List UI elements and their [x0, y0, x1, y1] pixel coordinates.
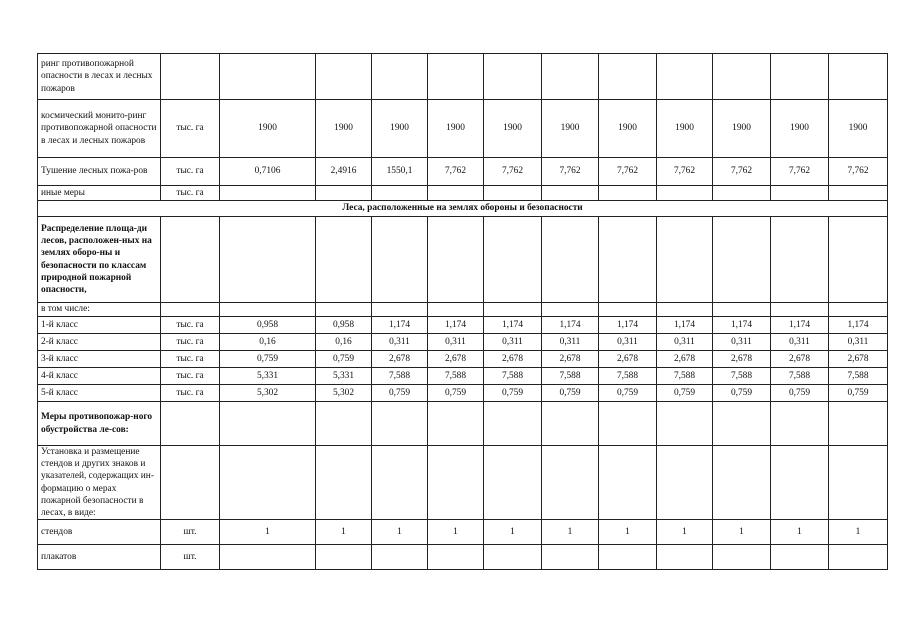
value-cell: 0,759 [542, 385, 599, 402]
value-cell [428, 303, 484, 317]
value-cell [372, 545, 428, 570]
value-cell [542, 446, 599, 520]
unit-cell: тыс. га [161, 385, 220, 402]
value-cell [542, 54, 599, 100]
value-cell [713, 545, 771, 570]
value-cell: 1 [372, 520, 428, 545]
value-cell: 1,174 [713, 317, 771, 334]
value-cell: 7,588 [484, 368, 542, 385]
value-cell: 0,16 [220, 334, 316, 351]
table-row [38, 385, 888, 402]
value-cell: 7,588 [771, 368, 829, 385]
value-cell [713, 446, 771, 520]
value-cell [316, 303, 372, 317]
value-cell: 2,678 [771, 351, 829, 368]
value-cell [829, 54, 888, 100]
value-cell: 1 [220, 520, 316, 545]
value-cell: 5,331 [220, 368, 316, 385]
value-cell: 1550,1 [372, 158, 428, 186]
table-row [38, 446, 888, 520]
value-cell: 0,759 [829, 385, 888, 402]
value-cell [372, 54, 428, 100]
value-cell: 1,174 [428, 317, 484, 334]
value-cell [484, 545, 542, 570]
value-cell [599, 186, 657, 201]
value-cell: 2,678 [428, 351, 484, 368]
value-cell: 1 [542, 520, 599, 545]
value-cell: 0,759 [428, 385, 484, 402]
value-cell [829, 186, 888, 201]
row-label: Тушение лесных пожа-ров [38, 158, 161, 186]
value-cell [428, 402, 484, 446]
value-cell: 1 [829, 520, 888, 545]
value-cell [829, 446, 888, 520]
value-cell: 0,759 [316, 351, 372, 368]
value-cell: 7,588 [657, 368, 713, 385]
value-cell: 0,759 [220, 351, 316, 368]
row-label: Меры противопожар-ного обустройства ле-сов: [38, 402, 161, 446]
value-cell: 7,588 [372, 368, 428, 385]
value-cell: 0,759 [713, 385, 771, 402]
row-label: в том числе: [38, 303, 161, 317]
value-cell [220, 186, 316, 201]
value-cell [713, 186, 771, 201]
value-cell [657, 446, 713, 520]
unit-cell: шт. [161, 545, 220, 570]
unit-cell: тыс. га [161, 186, 220, 201]
row-label: иные меры [38, 186, 161, 201]
value-cell: 7,588 [713, 368, 771, 385]
row-label: 2-й класс [38, 334, 161, 351]
value-cell: 0,311 [829, 334, 888, 351]
value-cell [542, 217, 599, 303]
section-heading: Леса, расположенные на землях обороны и безопасности [38, 201, 888, 217]
value-cell: 1900 [372, 100, 428, 158]
value-cell [484, 217, 542, 303]
unit-cell: тыс. га [161, 351, 220, 368]
unit-cell [161, 446, 220, 520]
value-cell [484, 54, 542, 100]
value-cell [829, 545, 888, 570]
value-cell: 1 [316, 520, 372, 545]
unit-cell [161, 54, 220, 100]
value-cell: 7,762 [542, 158, 599, 186]
row-label: 5-й класс [38, 385, 161, 402]
unit-cell: тыс. га [161, 368, 220, 385]
value-cell [428, 186, 484, 201]
value-cell: 1,174 [771, 317, 829, 334]
value-cell [316, 217, 372, 303]
value-cell [220, 402, 316, 446]
value-cell [372, 186, 428, 201]
value-cell: 0,311 [484, 334, 542, 351]
table-body [38, 54, 888, 570]
row-label: 1-й класс [38, 317, 161, 334]
value-cell [713, 402, 771, 446]
value-cell [484, 446, 542, 520]
value-cell [220, 545, 316, 570]
value-cell: 5,331 [316, 368, 372, 385]
value-cell [316, 446, 372, 520]
value-cell: 7,762 [599, 158, 657, 186]
unit-cell [161, 402, 220, 446]
value-cell: 1,174 [542, 317, 599, 334]
table-row [38, 186, 888, 201]
value-cell: 2,678 [657, 351, 713, 368]
table-row [38, 100, 888, 158]
value-cell: 1,174 [657, 317, 713, 334]
table-row [38, 201, 888, 217]
value-cell [316, 186, 372, 201]
table-row [38, 54, 888, 100]
value-cell [771, 217, 829, 303]
value-cell: 1 [713, 520, 771, 545]
table-row [38, 402, 888, 446]
value-cell: 2,678 [542, 351, 599, 368]
row-label: стендов [38, 520, 161, 545]
value-cell: 7,588 [829, 368, 888, 385]
value-cell [829, 402, 888, 446]
value-cell: 1 [771, 520, 829, 545]
value-cell [372, 303, 428, 317]
value-cell: 1,174 [599, 317, 657, 334]
row-label: Распределение площа-ди лесов, расположен-ных на землях оборо-ны и безопасности по классам природной пожарной опасности, [38, 217, 161, 303]
value-cell [220, 303, 316, 317]
value-cell [428, 54, 484, 100]
value-cell [428, 217, 484, 303]
value-cell: 1,174 [372, 317, 428, 334]
value-cell [713, 217, 771, 303]
value-cell [372, 402, 428, 446]
value-cell: 5,302 [220, 385, 316, 402]
value-cell: 0,958 [220, 317, 316, 334]
value-cell: 7,588 [542, 368, 599, 385]
value-cell [771, 446, 829, 520]
value-cell: 0,311 [599, 334, 657, 351]
value-cell: 7,762 [771, 158, 829, 186]
value-cell: 1 [484, 520, 542, 545]
value-cell: 0,16 [316, 334, 372, 351]
value-cell [316, 402, 372, 446]
value-cell: 1900 [484, 100, 542, 158]
value-cell: 0,311 [372, 334, 428, 351]
row-label: Установка и размещение стендов и других знаков и указателей, содержащих ин-формацию о мерах пожарной безопасности в лесах, в виде: [38, 446, 161, 520]
data-table [37, 53, 888, 570]
row-label: ринг противопожарной опасности в лесах и лесных пожаров [38, 54, 161, 100]
table-row [38, 545, 888, 570]
table-row [38, 217, 888, 303]
value-cell [220, 217, 316, 303]
value-cell: 2,678 [599, 351, 657, 368]
value-cell [657, 303, 713, 317]
value-cell [316, 545, 372, 570]
value-cell: 7,762 [484, 158, 542, 186]
value-cell [599, 402, 657, 446]
value-cell [599, 217, 657, 303]
value-cell: 5,302 [316, 385, 372, 402]
value-cell [713, 54, 771, 100]
value-cell [657, 217, 713, 303]
value-cell: 1 [428, 520, 484, 545]
value-cell: 7,762 [428, 158, 484, 186]
value-cell [829, 303, 888, 317]
value-cell [542, 186, 599, 201]
value-cell [829, 217, 888, 303]
table-row [38, 158, 888, 186]
value-cell: 1900 [713, 100, 771, 158]
value-cell [542, 545, 599, 570]
value-cell [220, 54, 316, 100]
value-cell: 1 [657, 520, 713, 545]
value-cell: 1900 [599, 100, 657, 158]
unit-cell: тыс. га [161, 100, 220, 158]
value-cell: 1,174 [829, 317, 888, 334]
value-cell [599, 303, 657, 317]
value-cell [428, 545, 484, 570]
value-cell [771, 54, 829, 100]
value-cell: 1900 [771, 100, 829, 158]
value-cell: 0,958 [316, 317, 372, 334]
value-cell: 7,762 [657, 158, 713, 186]
unit-cell: шт. [161, 520, 220, 545]
value-cell: 7,588 [599, 368, 657, 385]
value-cell: 0,7106 [220, 158, 316, 186]
value-cell: 0,311 [771, 334, 829, 351]
value-cell: 1900 [428, 100, 484, 158]
unit-cell [161, 217, 220, 303]
row-label: 3-й класс [38, 351, 161, 368]
value-cell: 0,759 [657, 385, 713, 402]
value-cell: 0,311 [542, 334, 599, 351]
value-cell: 2,678 [713, 351, 771, 368]
table-row [38, 351, 888, 368]
value-cell: 7,588 [428, 368, 484, 385]
value-cell: 2,678 [829, 351, 888, 368]
unit-cell [161, 303, 220, 317]
value-cell: 1 [599, 520, 657, 545]
value-cell: 0,759 [771, 385, 829, 402]
value-cell: 0,759 [372, 385, 428, 402]
value-cell [599, 545, 657, 570]
value-cell: 0,311 [657, 334, 713, 351]
value-cell: 2,4916 [316, 158, 372, 186]
value-cell: 1900 [220, 100, 316, 158]
value-cell: 1900 [657, 100, 713, 158]
value-cell: 1900 [829, 100, 888, 158]
value-cell [771, 545, 829, 570]
table-row [38, 368, 888, 385]
unit-cell: тыс. га [161, 317, 220, 334]
row-label: космический монито-ринг противопожарной опасности в лесах и лесных пожаров [38, 100, 161, 158]
row-label: 4-й класс [38, 368, 161, 385]
value-cell [771, 186, 829, 201]
value-cell [316, 54, 372, 100]
value-cell: 1900 [316, 100, 372, 158]
value-cell: 2,678 [484, 351, 542, 368]
value-cell [657, 186, 713, 201]
value-cell [484, 303, 542, 317]
value-cell [542, 402, 599, 446]
value-cell: 0,759 [484, 385, 542, 402]
value-cell [771, 402, 829, 446]
value-cell [657, 545, 713, 570]
value-cell: 1900 [542, 100, 599, 158]
value-cell [428, 446, 484, 520]
value-cell: 2,678 [372, 351, 428, 368]
unit-cell: тыс. га [161, 334, 220, 351]
table-row [38, 520, 888, 545]
value-cell: 0,311 [428, 334, 484, 351]
value-cell [484, 186, 542, 201]
value-cell: 1,174 [484, 317, 542, 334]
value-cell [220, 446, 316, 520]
table-row [38, 334, 888, 351]
value-cell [771, 303, 829, 317]
table-row [38, 317, 888, 334]
value-cell [372, 446, 428, 520]
value-cell [372, 217, 428, 303]
value-cell: 7,762 [829, 158, 888, 186]
value-cell [599, 446, 657, 520]
table-row [38, 303, 888, 317]
row-label: плакатов [38, 545, 161, 570]
value-cell [713, 303, 771, 317]
value-cell [542, 303, 599, 317]
value-cell: 0,759 [599, 385, 657, 402]
value-cell: 0,311 [713, 334, 771, 351]
unit-cell: тыс. га [161, 158, 220, 186]
value-cell: 7,762 [713, 158, 771, 186]
value-cell [657, 54, 713, 100]
value-cell [599, 54, 657, 100]
value-cell [657, 402, 713, 446]
value-cell [484, 402, 542, 446]
